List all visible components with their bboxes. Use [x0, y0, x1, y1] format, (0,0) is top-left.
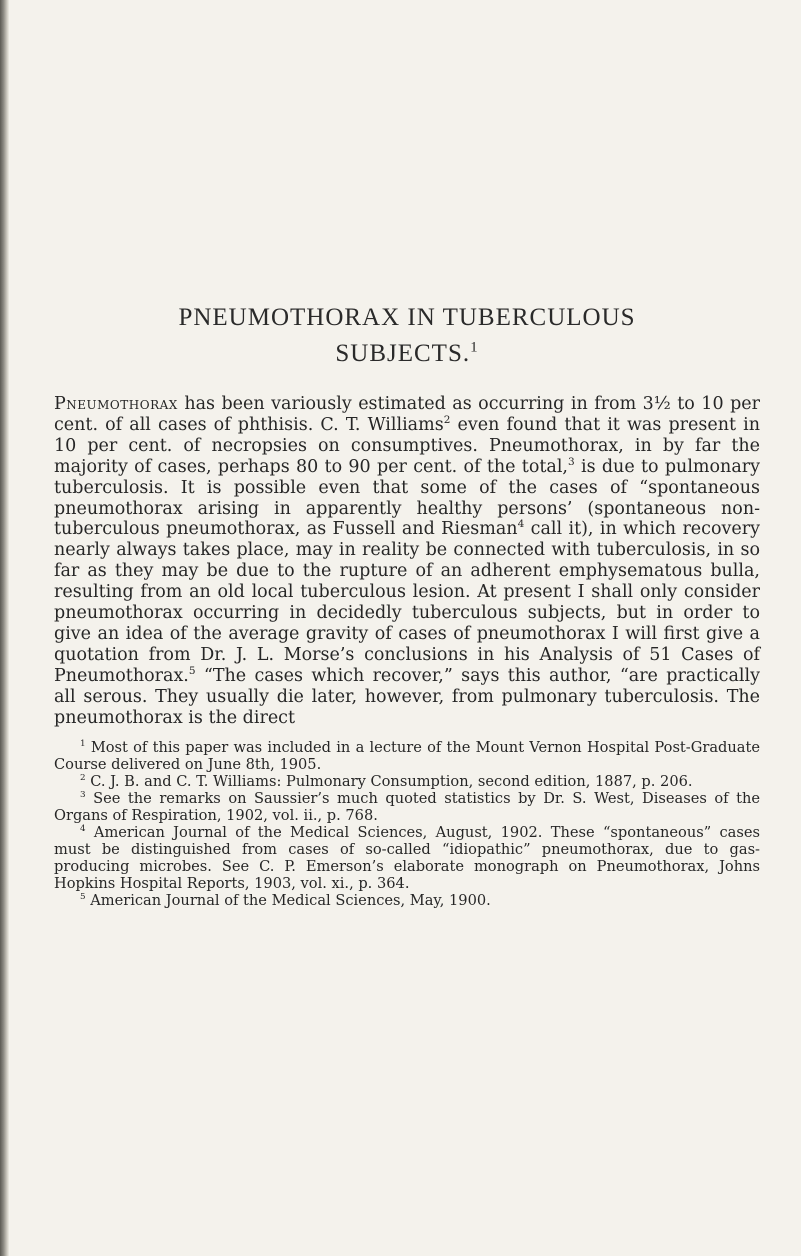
book-page — [54, 300, 760, 909]
body-text-3: is due to pulmonary tuberculosis. It is possible even that some of the cases of “spontaneous pneumothorax arising in apparently healthy persons’ (spontaneous non-tuberculous pneumothorax, as Fussell and Riesman — [54, 456, 761, 540]
footnote-1-number: 1 — [80, 738, 86, 749]
footnote-3 — [54, 790, 760, 824]
title-line-2-text: SUBJECTS. — [335, 340, 471, 367]
body-text-2: even found that it was present in 10 per cent. of necropsies on consumptives. Pneumothorax, in by far the majority of cases, perhaps 80 to 90 per cent. of the total, — [54, 414, 761, 477]
footnote-5-text: American Journal of the Medical Sciences, May, 1900. — [90, 892, 491, 910]
footnotes — [54, 739, 760, 910]
footnote-2 — [54, 773, 760, 790]
footnote-ref-4: 4 — [517, 518, 525, 531]
footnote-2-text: C. J. B. and C. T. Williams: Pulmonary Consumption, second edition, 1887, p. 206. — [90, 772, 693, 790]
footnote-4-number: 4 — [80, 824, 86, 835]
footnote-ref-5: 5 — [188, 664, 196, 677]
footnote-3-text: See the remarks on Saussier’s much quoted statistics by Dr. S. West, Diseases of the Organs of Respiration, 1902, vol. ii., p. 768. — [54, 789, 760, 824]
article-title — [54, 300, 760, 372]
footnote-5 — [54, 892, 760, 909]
footnote-1 — [54, 739, 760, 773]
title-line-1: PNEUMOTHORAX IN TUBERCULOUS — [178, 304, 636, 331]
body-text-5: “The cases which recover,” says this author, “are practically all serous. They usually die later, however, from pulmonary tuberculosis. The pneumothorax is the direct — [54, 665, 760, 728]
footnote-1-text: Most of this paper was included in a lecture of the Mount Vernon Hospital Post-Graduate Course delivered on June 8th, 1905. — [54, 738, 761, 773]
body-text-4: call it), in which recovery nearly always takes place, may in reality be connected with tuberculosis, in so far as they may be due to the rupture of an adherent emphysematous bulla, resulting from an old local tuberculous lesion. At present I shall only consider pneumothorax occurring in decidedly tuberculous subjects, but in order to give an idea of the average gravity of cases of pneumothorax I will first give a quotation from Dr. J. L. Morse’s conclusions in his Analysis of 51 Cases of Pneumothorax. — [54, 519, 760, 686]
lead-word: Pneumothorax — [54, 394, 178, 414]
body-text-1: has been variously estimated as occurring in from 3½ to 10 per cent. of all cases of phthisis. C. T. Williams — [54, 394, 760, 435]
footnote-ref-3: 3 — [568, 455, 575, 468]
footnote-ref-2: 2 — [443, 414, 451, 427]
footnote-5-number: 5 — [80, 892, 86, 903]
footnote-2-number: 2 — [80, 772, 86, 783]
book-spine-shadow — [0, 0, 9, 1256]
footnote-3-number: 3 — [80, 789, 86, 800]
footnote-4 — [54, 824, 760, 892]
title-footnote-ref: 1 — [470, 339, 479, 356]
title-line-2 — [54, 336, 760, 372]
footnote-4-text: American Journal of the Medical Sciences, August, 1902. These “spontaneous” cases must be distinguished from cases of so-called “idiopathic” pneumothorax, due to gas-producing microbes. See C. P. Emerson’s elaborate monograph on Pneumothorax, Johns Hopkins Hospital Reports, 1903, vol. xi., p. 364. — [54, 823, 761, 893]
body-paragraph — [54, 394, 760, 729]
